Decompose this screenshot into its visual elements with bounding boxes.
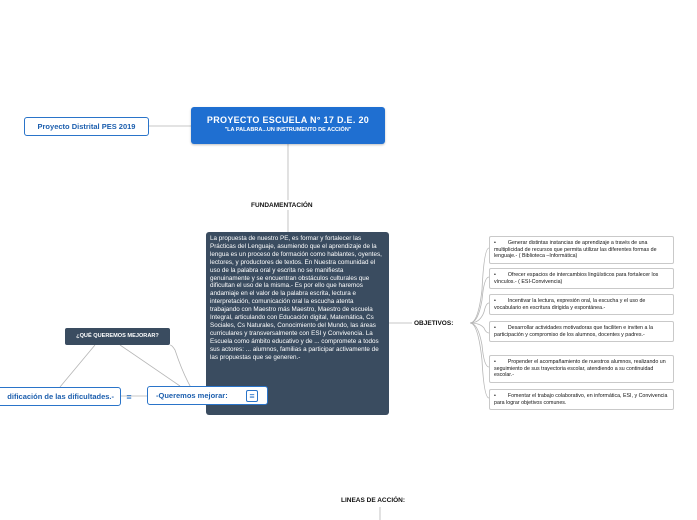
- link-q-to-queremos: [120, 345, 180, 386]
- bullet: •: [494, 359, 496, 365]
- bullet: •: [494, 393, 496, 399]
- bullet: •: [494, 240, 496, 246]
- objetivo-item[interactable]: [489, 294, 674, 315]
- objetivo-text: Propender el acompañamiento de nuestros alumnos, realizando un seguimiento de sus trayectoria escolar, atendiendo a su continuidad escolar.-: [494, 359, 666, 379]
- link-q-to-ident: [60, 345, 95, 387]
- bullet: •: [494, 298, 496, 304]
- objetivo-item[interactable]: [489, 321, 674, 342]
- fundamentacion-label[interactable]: FUNDAMENTACIÓN: [251, 202, 313, 209]
- link-obj-to-item-2: [470, 277, 489, 323]
- objetivo-item[interactable]: [489, 355, 674, 383]
- note-icon[interactable]: ≡: [246, 390, 258, 402]
- queremos-mejorar-node[interactable]: -Queremos mejorar:: [147, 386, 268, 405]
- main-topic-node[interactable]: [191, 107, 385, 144]
- objetivo-text: Ofrecer espacios de intercambios lingüísticos para fortalecer los vínculos.- ( ESI-Convivencia): [494, 272, 659, 285]
- bullet: •: [494, 272, 496, 278]
- objetivos-label[interactable]: OBJETIVOS:: [414, 320, 454, 327]
- bullet: •: [494, 325, 496, 331]
- objetivo-item[interactable]: [489, 268, 674, 289]
- que-queremos-mejorar-node[interactable]: ¿QUÉ QUEREMOS MEJORAR?: [65, 328, 170, 345]
- objetivo-text: Generar distintas instancias de aprendizaje a través de una multiplicidad de recursos que permita utilizar las diferentes formas de lenguaje.- ( Biblioteca –Informática): [494, 240, 657, 260]
- objetivo-text: Fomentar el trabajo colaborativo, en informática, ESI, y Convivencia para lograr objetivos comunes.: [494, 393, 668, 406]
- objetivo-item[interactable]: [489, 389, 674, 410]
- objetivo-text: Desarrollar actividades motivadoras que faciliten e inviten a la participación y compromiso de los alumnos, docentes y padres.-: [494, 325, 654, 338]
- identificacion-dificultades-node[interactable]: dificación de las dificultades.-: [0, 387, 121, 406]
- main-topic-subtitle: "LA PALABRA...UN INSTRUMENTO DE ACCIÓN": [224, 127, 352, 133]
- objetivo-item[interactable]: [489, 236, 674, 264]
- main-topic-title: PROYECTO ESCUELA N° 17 D.E. 20: [206, 115, 370, 125]
- note-icon[interactable]: ≡: [126, 392, 132, 402]
- link-obj-to-item-5: [470, 323, 489, 367]
- fundamentacion-text: La propuesta de nuestro PE, es formar y fortalecer las Prácticas del Lenguaje, asumiendo que el aprendizaje de la lengua es un proceso de formación como hablantes, oyentes, lectores, y productores de textos. En Nuestra comunidad el uso de la palabra oral y escrita no se manifiesta genuinamente y se encuentran obstáculos culturales que dificultan el uso de la misma.- Es por ello que haremos andamiaje en el valor de la palabra escrita, lectura e interpretación, comunicación oral la escucha atenta trabajando con Maestro más Maestro, Maestro de escuela Integral, articulando con Educación digital, Matemática, Cs Sociales, Cs Naturales, Conocimiento del Mundo, las áreas curriculares y transversalmente con ESI y Convivencia. La Escuela como ámbito educativo y de ... compromete a todos sus actores: ... alumnos, familias a participar activamente de las propuestas que se generen.-: [210, 235, 382, 361]
- lineas-de-accion-label[interactable]: LINEAS DE ACCIÓN:: [341, 497, 406, 504]
- objetivo-text: Incentivar la lectura, expresión oral, la escucha y el uso de vocabulario en escritura dirigida y espontánea.-: [494, 298, 646, 311]
- pes-node[interactable]: Proyecto Distrital PES 2019: [24, 117, 149, 136]
